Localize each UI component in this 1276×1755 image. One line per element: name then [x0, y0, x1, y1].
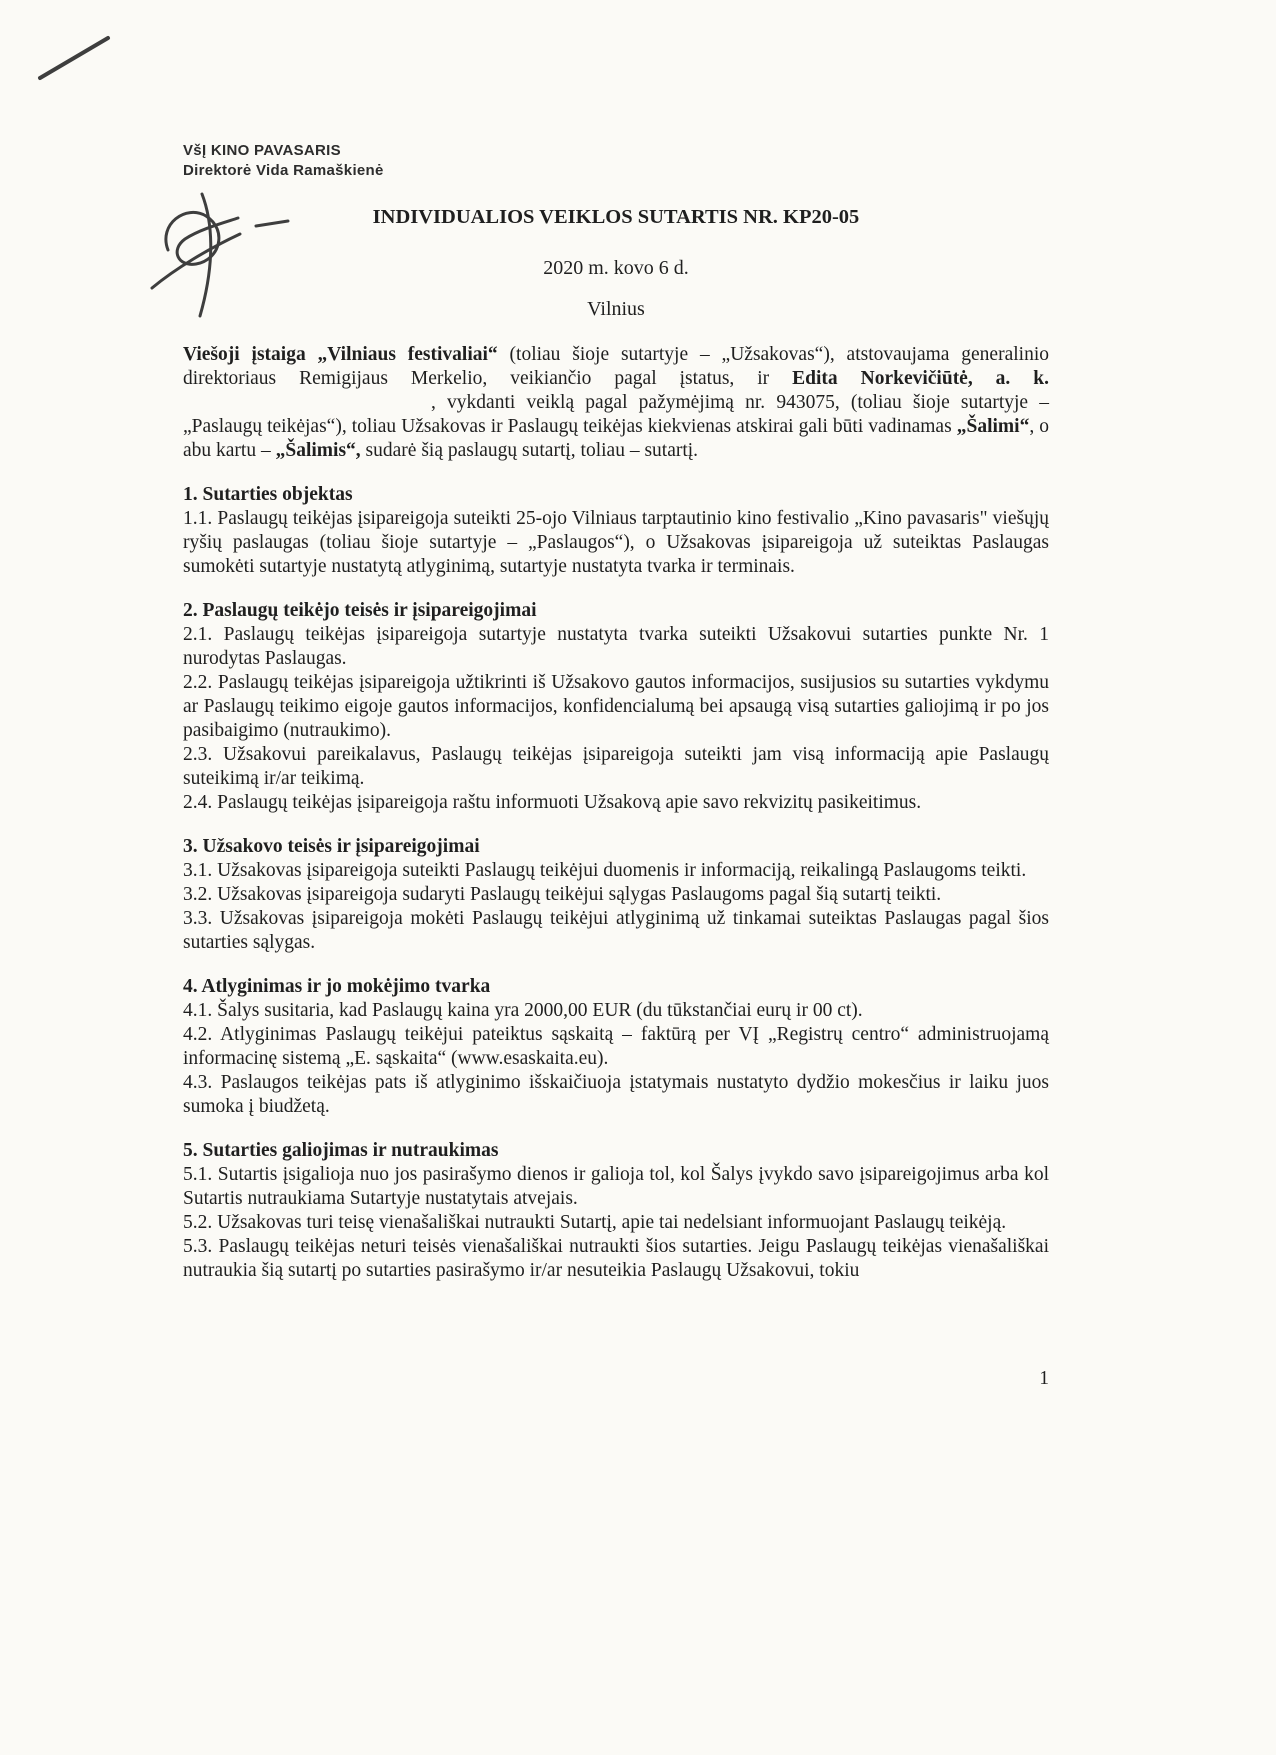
term-salimis: „Šalimis“,	[275, 440, 361, 461]
pen-mark	[36, 32, 116, 84]
clause-4-1: 4.1. Šalys susitaria, kad Paslaugų kaina yra 2000,00 EUR (du tūkstančiai eurų ir 00 ct).	[183, 1000, 863, 1021]
contract-city: Vilnius	[587, 298, 645, 320]
clause-3-1: 3.1. Užsakovas įsipareigoja suteikti Paslaugų teikėjui duomenis ir informaciją, reikalingą Paslaugoms teikti.	[183, 860, 1027, 881]
intro-paragraph	[183, 343, 1049, 463]
clause-4-3: 4.3. Paslaugos teikėjas pats iš atlyginimo išskaičiuoja įstatymais nustatyto dydžio mokesčius ir laiku juos sumoka į biudžetą.	[183, 1072, 1049, 1117]
stamp-director-name: Direktorė Vida Ramaškienė	[183, 161, 384, 179]
section-3	[183, 835, 1049, 955]
intro-text-3: , o abu kartu –	[183, 416, 1049, 461]
clause-1-1: 1.1. Paslaugų teikėjas įsipareigoja suteikti 25-ojo Vilniaus tarptautinio kino festivalio „Kino pavasaris" viešųjų ryšių paslaugas (toliau šioje sutartyje – „Paslaugos“), o Užsakovas įsipareigoja už suteiktas Paslaugas sumokėti sutartyje nustatytą atlyginimą, sutartyje nustatyta tvarka ir terminais.	[183, 508, 1049, 577]
intro-text-1: (toliau šioje sutartyje – „Užsakovas“), atstovaujama generalinio direktoriaus Remigijaus Merkelio, veikiančio pagal įstatus, ir	[183, 344, 1049, 389]
clause-3-3: 3.3. Užsakovas įsipareigoja mokėti Paslaugų teikėjui atlyginimą už tinkamai suteiktas Paslaugas pagal šios sutarties sąlygas.	[183, 908, 1049, 953]
clause-3-2: 3.2. Užsakovas įsipareigoja sudaryti Paslaugų teikėjui sąlygas Paslaugoms pagal šią sutartį teikti.	[183, 884, 942, 905]
intro-comma: ,	[431, 392, 436, 413]
contract-title: INDIVIDUALIOS VEIKLOS SUTARTIS NR. KP20-05	[372, 206, 860, 228]
intro-text-4: sudarė šią paslaugų sutartį, toliau – sutartį.	[360, 440, 699, 461]
section-4-heading: 4. Atlyginimas ir jo mokėjimo tvarka	[183, 976, 491, 997]
term-salimi: „Šalimi“	[956, 416, 1030, 437]
page-number: 1	[1039, 1368, 1049, 1389]
organization-stamp	[183, 141, 1049, 180]
contract-date: 2020 m. kovo 6 d.	[543, 257, 689, 279]
clause-2-1: 2.1. Paslaugų teikėjas įsipareigoja sutartyje nustatyta tvarka suteikti Užsakovui sutarties punkte Nr. 1 nurodytas Paslaugas.	[183, 624, 1049, 669]
clause-5-3: 5.3. Paslaugų teikėjas neturi teisės vienašališkai nutraukti šios sutarties. Jeigu Paslaugų teikėjas vienašališkai nutraukia šią sutartį po sutarties pasirašymo ir/ar nesuteikia Paslaugų Užsakovui, tokiu	[183, 1236, 1049, 1281]
section-1	[183, 483, 1049, 579]
customer-name: Viešoji įstaiga „Vilniaus festivaliai“	[183, 344, 498, 365]
section-2-heading: 2. Paslaugų teikėjo teisės ir įsipareigojimai	[183, 600, 537, 621]
section-2	[183, 599, 1049, 815]
clause-5-2: 5.2. Užsakovas turi teisę vienašališkai nutraukti Sutartį, apie tai nedelsiant informuojant Paslaugų teikėją.	[183, 1212, 1007, 1233]
section-3-heading: 3. Užsakovo teisės ir įsipareigojimai	[183, 836, 480, 857]
provider-name: Edita Norkevičiūtė, a. k.	[792, 368, 1049, 389]
clause-4-2: 4.2. Atlyginimas Paslaugų teikėjui pateiktus sąskaitą – faktūrą per VĮ „Registrų centro“ administruojamą informacinę sistemą „E. sąskaita“ (www.esaskaita.eu).	[183, 1024, 1049, 1069]
intro-text-2: vykdanti veiklą pagal pažymėjimą nr. 943075, (toliau šioje sutartyje – „Paslaugų teikėjas“), toliau Užsakovas ir Paslaugų teikėjas kiekvienas atskirai gali būti vadinamas	[183, 392, 1049, 437]
clause-5-1: 5.1. Sutartis įsigalioja nuo jos pasirašymo dienos ir galioja tol, kol Šalys įvykdo savo įsipareigojimus arba kol Sutartis nutraukiama Sutartyje nustatytais atvejais.	[183, 1164, 1049, 1209]
section-4	[183, 975, 1049, 1119]
clause-2-4: 2.4. Paslaugų teikėjas įsipareigoja raštu informuoti Užsakovą apie savo rekvizitų pasikeitimus.	[183, 792, 922, 813]
section-5	[183, 1139, 1049, 1283]
clause-2-2: 2.2. Paslaugų teikėjas įsipareigoja užtikrinti iš Užsakovo gautos informacijos, susijusios su sutarties vykdymu ar Paslaugų teikimo eigoje gautos informacijos, konfidencialumą bei apsaugą visą sutarties galiojimą ir po jos pasibaigimo (nutraukimo).	[183, 672, 1049, 741]
clause-2-3: 2.3. Užsakovui pareikalavus, Paslaugų teikėjas įsipareigoja suteikti jam visą informaciją apie Paslaugų suteikimą ir/ar teikimą.	[183, 744, 1049, 789]
stamp-organization-name: VšĮ KINO PAVASARIS	[183, 142, 341, 159]
document-content	[183, 141, 1049, 1283]
section-1-heading: 1. Sutarties objektas	[183, 484, 353, 505]
section-5-heading: 5. Sutarties galiojimas ir nutraukimas	[183, 1140, 499, 1161]
